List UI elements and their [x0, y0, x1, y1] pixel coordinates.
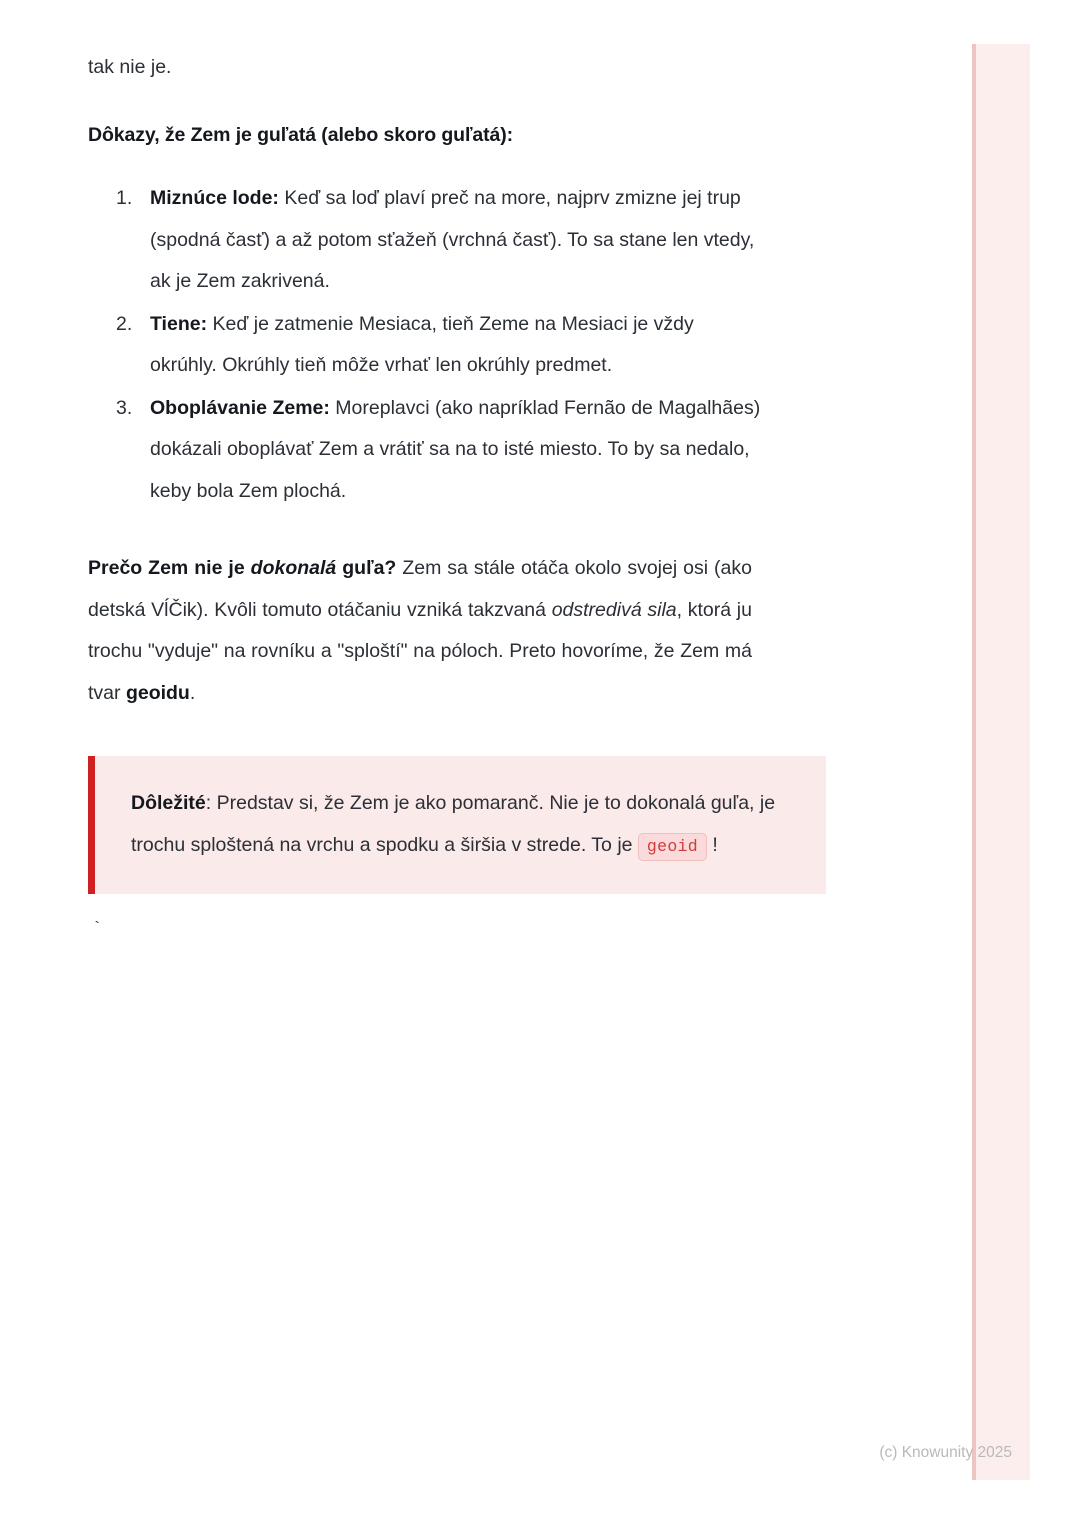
proof-list — [88, 178, 882, 512]
explanation-paragraph — [88, 548, 882, 714]
copyright-watermark: (c) Knowunity 2025 — [879, 1444, 1012, 1461]
explanation-body-1: Zem sa stále otáča okolo svojej osi (ako detská VĺČik). Kvôli tomuto otáčaniu vzniká takzvaná — [88, 557, 752, 621]
list-item-text: Moreplavci (ako napríklad Fernão de Magalhães) dokázali oboplávať Zem a vrátiť sa na to isté miesto. To by sa nedalo, keby bola Zem plochá. — [150, 396, 761, 502]
stray-backtick-marker: ` — [92, 920, 103, 939]
list-item-text: Keď sa loď plaví preč na more, najprv zmizne jej trup (spodná časť) a až potom sťažeň (vrchná časť). To sa stane len vtedy, ak je Zem zakrivená. — [150, 187, 755, 292]
explanation-body-bold: geoidu — [125, 681, 190, 704]
important-callout — [88, 756, 826, 894]
inline-code-geoid: geoid — [638, 833, 707, 861]
list-item — [150, 178, 882, 303]
explanation-body-2: , ktorá ju trochu "vyduje" na rovníku a "sploští" na póloch. Preto hovoríme, že Zem má tvar — [88, 598, 752, 704]
list-item — [150, 388, 882, 513]
callout-label: Dôležité — [131, 792, 206, 814]
callout-text-tail: ! — [706, 834, 718, 856]
callout-text — [131, 782, 796, 868]
explanation-body-3: . — [189, 681, 196, 704]
list-item-term: Tiene: — [150, 312, 208, 335]
right-side-strip — [972, 44, 1030, 1480]
explanation-body-italic: odstredivá sila — [551, 598, 677, 621]
callout-text-lead: : Predstav si, že Zem je ako pomaranč. Nie je to dokonalá guľa, je trochu sploštená na vrchu a spodku a širšia v strede. To je — [131, 792, 776, 856]
section-heading: Dôkazy, že Zem je guľatá (alebo skoro guľatá): — [88, 124, 514, 146]
list-item-term: Oboplávanie Zeme: — [150, 396, 330, 419]
list-item-term: Miznúce lode: — [150, 187, 279, 209]
list-item — [150, 304, 882, 387]
explanation-question-lead: Prečo Zem nie je — [88, 557, 251, 579]
list-item-text: Keď je zatmenie Mesiaca, tieň Zeme na Mesiaci je vždy okrúhly. Okrúhly tieň môže vrhať len okrúhly predmet. — [150, 312, 694, 376]
explanation-question-italic: dokonalá — [250, 557, 337, 579]
explanation-question-tail: guľa? — [336, 557, 397, 579]
lead-paragraph: tak nie je. — [88, 56, 172, 78]
